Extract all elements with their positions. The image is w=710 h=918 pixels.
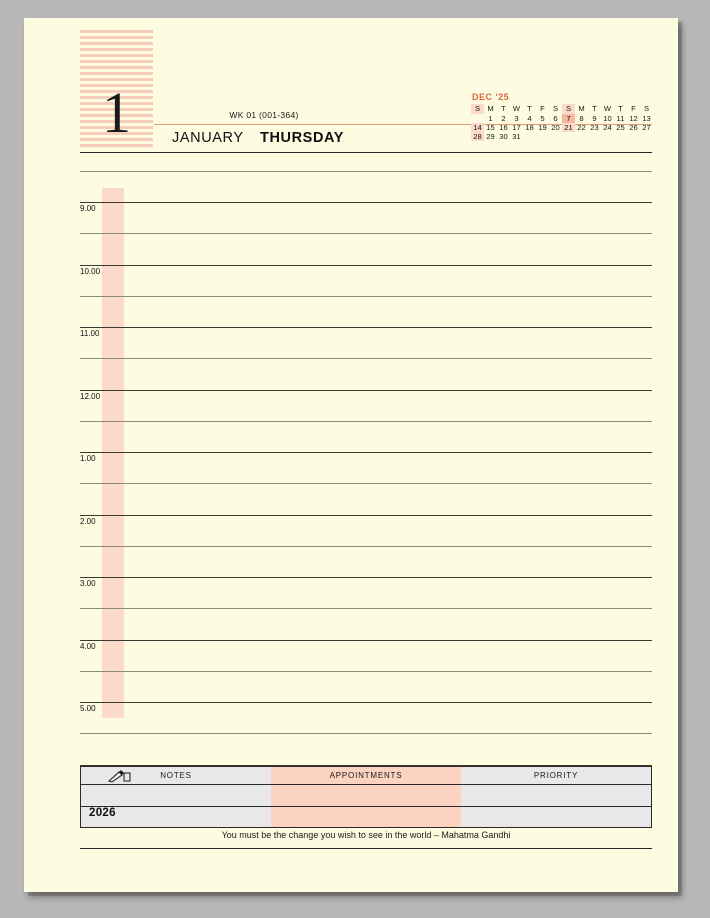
mini-calendar-day[interactable]: 4 <box>527 114 532 123</box>
mini-calendar-title: DEC '25 <box>472 92 510 102</box>
mini-calendar-day[interactable]: 1 <box>488 114 493 123</box>
agenda-hour-line <box>80 202 652 203</box>
weekday-name: THURSDAY <box>260 130 345 146</box>
mini-calendar-day[interactable] <box>549 132 562 141</box>
mini-calendar-day[interactable] <box>640 132 653 141</box>
agenda-hour-line <box>80 640 652 641</box>
mini-calendar-day[interactable]: 25 <box>616 123 625 132</box>
footer-table <box>80 766 652 828</box>
mini-calendar-dow: S <box>643 104 650 113</box>
mini-calendar-week-row <box>471 114 653 123</box>
mini-calendar-dow: M <box>487 104 494 113</box>
agenda-hour-line <box>80 327 652 328</box>
agenda-time-label: 11.00 <box>80 329 100 338</box>
mini-calendar-day[interactable]: 17 <box>512 123 521 132</box>
mini-calendar-dow: W <box>603 104 612 113</box>
mini-calendar-day[interactable]: 27 <box>642 123 651 132</box>
pen-icon <box>107 769 133 784</box>
agenda-time-label: 1.00 <box>80 454 96 463</box>
mini-calendar-day[interactable]: 29 <box>486 132 495 141</box>
agenda-half-hour-line <box>80 671 652 672</box>
agenda-half-hour-line <box>80 483 652 484</box>
agenda-hour-line <box>80 515 652 516</box>
quote-bottom-rule <box>80 848 652 849</box>
agenda-hour-line <box>80 452 652 453</box>
mini-calendar-day[interactable]: 12 <box>629 114 638 123</box>
mini-calendar-day[interactable]: 13 <box>642 114 651 123</box>
appointments-body[interactable] <box>271 785 461 807</box>
mini-calendar-day[interactable]: 6 <box>553 114 558 123</box>
agenda-time-label: 3.00 <box>80 579 96 588</box>
mini-calendar-day[interactable]: 8 <box>579 114 584 123</box>
mini-calendar-dow: T <box>527 104 532 113</box>
priority-body[interactable] <box>461 785 651 807</box>
mini-calendar-day[interactable] <box>562 132 575 141</box>
mini-calendar-day[interactable] <box>575 132 588 141</box>
agenda-time-label: 12.00 <box>80 391 101 401</box>
mini-calendar-table <box>471 104 653 141</box>
diary-page <box>24 18 678 892</box>
agenda-time-label: 2.00 <box>80 516 96 526</box>
mini-calendar-day[interactable] <box>523 132 536 141</box>
agenda-half-hour-line <box>80 296 652 297</box>
priority-body-2[interactable] <box>461 807 651 826</box>
mini-calendar-dow-row <box>471 104 653 114</box>
mini-calendar-day[interactable]: 31 <box>512 132 521 141</box>
mini-calendar-dow: W <box>512 104 521 113</box>
header-bottom-rule <box>80 152 652 153</box>
agenda-half-hour-line <box>80 358 652 359</box>
mini-calendar <box>471 92 653 141</box>
mini-calendar-day[interactable]: 19 <box>538 123 547 132</box>
agenda-half-hour-line <box>80 608 652 609</box>
mini-calendar-day[interactable]: 5 <box>540 114 545 123</box>
mini-calendar-day[interactable]: 23 <box>590 123 599 132</box>
mini-calendar-day[interactable] <box>601 132 614 141</box>
agenda-hour-line <box>80 702 652 703</box>
agenda-time-label: 5.00 <box>80 704 96 713</box>
quote-text: You must be the change you wish to see in the world – Mahatma Gandhi <box>221 830 511 840</box>
week-label: WK 01 (001-364) <box>229 110 299 120</box>
notes-header <box>81 767 271 785</box>
agenda-half-hour-line <box>80 546 652 547</box>
mini-calendar-dow: T <box>618 104 623 113</box>
mini-calendar-day[interactable]: 9 <box>592 114 597 123</box>
agenda-hour-line <box>80 390 652 391</box>
mini-calendar-dow: F <box>540 104 545 113</box>
mini-calendar-day[interactable]: 15 <box>486 123 495 132</box>
notes-label: NOTES <box>160 771 192 780</box>
day-number: 1 <box>102 80 131 145</box>
mini-calendar-day[interactable] <box>536 132 549 141</box>
mini-calendar-day[interactable] <box>627 132 640 141</box>
notes-body[interactable] <box>81 785 271 807</box>
mini-calendar-day[interactable]: 24 <box>603 123 612 132</box>
agenda-hour-line <box>80 265 652 266</box>
agenda-time-label: 9.00 <box>80 204 96 213</box>
appointments-header: APPOINTMENTS <box>271 767 461 785</box>
agenda-half-hour-line <box>80 733 652 734</box>
mini-calendar-day[interactable]: 11 <box>616 114 625 123</box>
mini-calendar-day[interactable]: 30 <box>499 132 508 141</box>
mini-calendar-dow: S <box>562 104 575 114</box>
mini-calendar-week-row <box>471 123 653 132</box>
mini-calendar-day[interactable]: 3 <box>514 114 519 123</box>
agenda-hour-line <box>80 577 652 578</box>
mini-calendar-day[interactable]: 7 <box>562 114 575 123</box>
agenda-half-hour-line <box>80 233 652 234</box>
mini-calendar-dow: T <box>501 104 506 113</box>
year-label: 2026 <box>89 807 116 819</box>
month-name: JANUARY <box>172 130 244 146</box>
mini-calendar-dow: M <box>578 104 585 113</box>
agenda-time-label: 10.00 <box>80 266 101 276</box>
mini-calendar-day[interactable]: 10 <box>603 114 612 123</box>
mini-calendar-dow: S <box>471 104 484 114</box>
mini-calendar-day[interactable]: 16 <box>499 123 508 132</box>
mini-calendar-day[interactable] <box>614 132 627 141</box>
appointments-column[interactable] <box>271 767 461 827</box>
page-header <box>24 18 678 158</box>
agenda-time-label: 4.00 <box>80 641 96 651</box>
mini-calendar-dow: S <box>552 104 559 113</box>
agenda-grid[interactable] <box>80 158 652 748</box>
priority-column[interactable] <box>461 767 651 827</box>
mini-calendar-dow: F <box>631 104 636 113</box>
mini-calendar-day[interactable]: 18 <box>525 123 534 132</box>
mini-calendar-day[interactable]: 2 <box>501 114 506 123</box>
mini-calendar-day[interactable]: 20 <box>551 123 560 132</box>
agenda-half-hour-line <box>80 421 652 422</box>
agenda-top-half-line <box>80 171 652 172</box>
mini-calendar-day[interactable]: 21 <box>562 123 575 132</box>
mini-calendar-week-row <box>471 132 653 141</box>
mini-calendar-day[interactable] <box>471 114 484 123</box>
appointments-body-2[interactable] <box>271 807 461 826</box>
mini-calendar-dow: T <box>592 104 597 113</box>
mini-calendar-day[interactable]: 26 <box>629 123 638 132</box>
mini-calendar-day[interactable]: 14 <box>471 123 484 132</box>
page-footer <box>80 766 652 840</box>
mini-calendar-day[interactable]: 22 <box>577 123 586 132</box>
mini-calendar-day[interactable] <box>588 132 601 141</box>
priority-header: PRIORITY <box>461 767 651 785</box>
mini-calendar-day[interactable]: 28 <box>471 132 484 141</box>
